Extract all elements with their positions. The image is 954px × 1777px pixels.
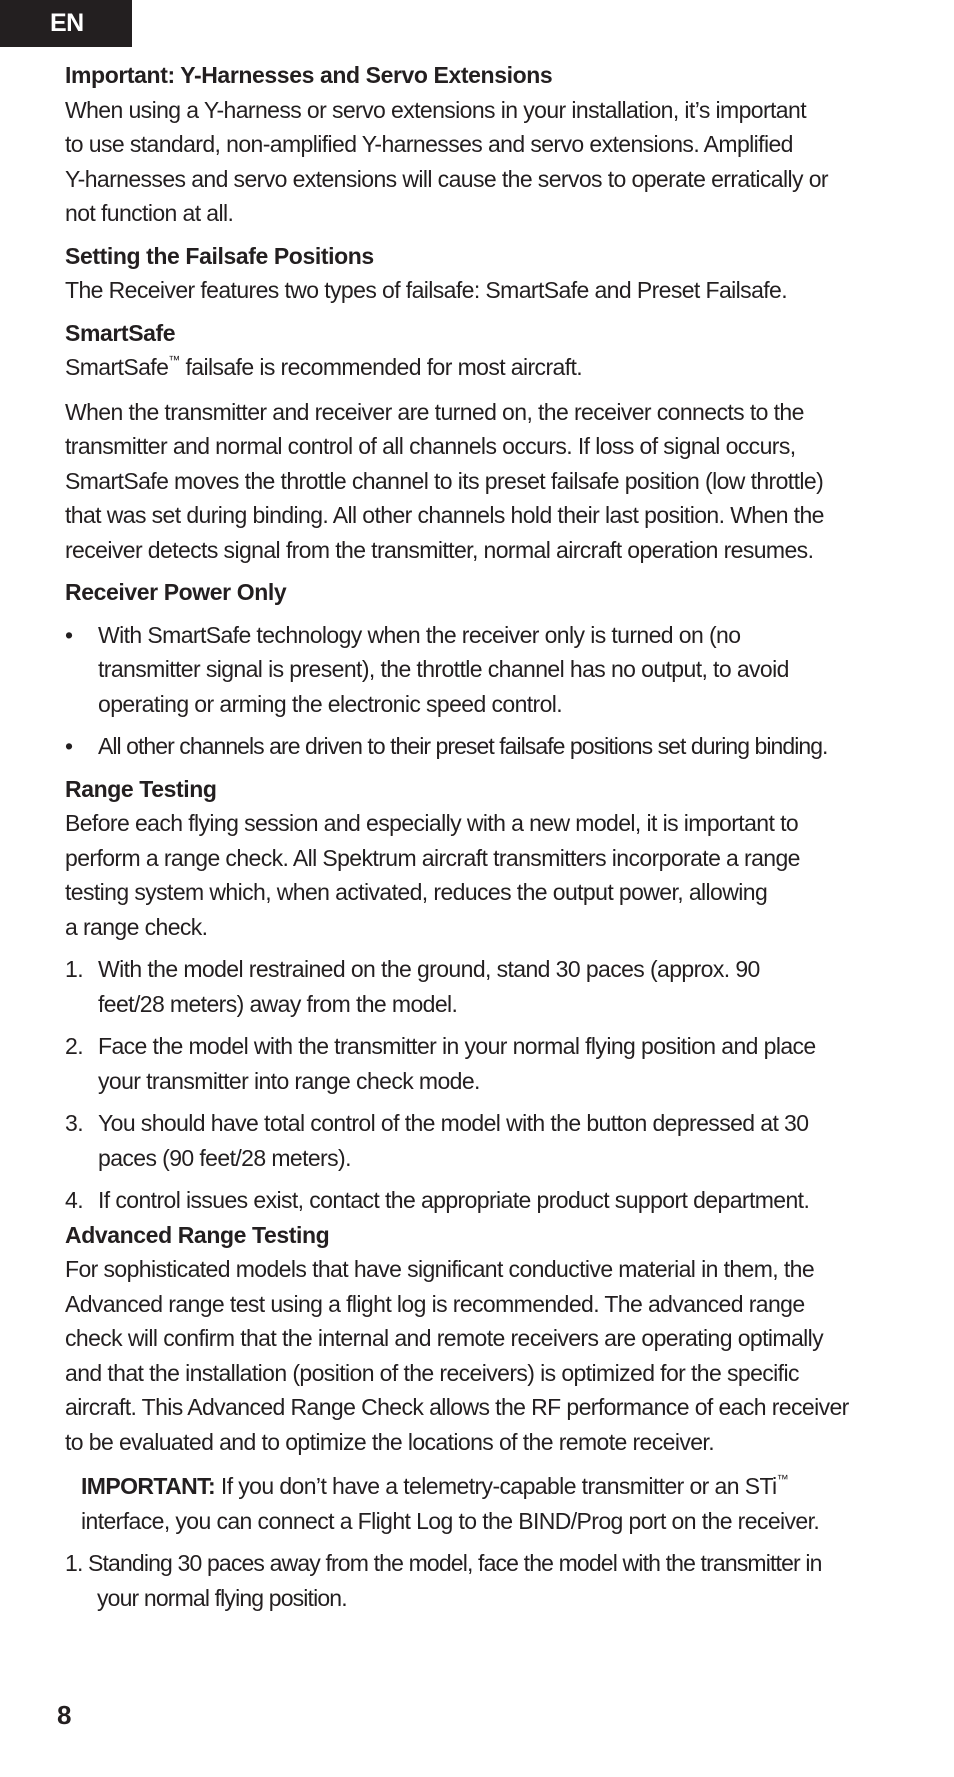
text-line: Y-harnesses and servo extensions will cause the servos to operate erratically or — [65, 165, 828, 192]
text-line: feet/28 meters) away from the model. — [98, 990, 458, 1017]
text-run: SmartSafe — [65, 354, 169, 380]
text-line: not function at all. — [65, 200, 234, 226]
numbered-step — [65, 1106, 885, 1175]
text-line: Face the model with the transmitter in your normal flying position and place — [98, 1033, 816, 1059]
important-note — [65, 1469, 885, 1538]
text-line: transmitter signal is present), the throttle channel has no output, to avoid — [98, 656, 789, 682]
paragraph-range-testing — [65, 806, 885, 944]
paragraph-smartsafe-body — [65, 395, 885, 568]
text-line: transmitter and normal control of all channels occurs. If loss of signal occurs, — [65, 433, 796, 459]
language-tab: EN — [0, 0, 132, 47]
text-line: For sophisticated models that have significant conductive material in them, the — [65, 1256, 815, 1282]
text-line — [81, 1469, 885, 1504]
text-line: paces (90 feet/28 meters). — [98, 1144, 351, 1171]
text-run: failsafe is recommended for most aircraft. — [179, 354, 583, 380]
step-number: 1. — [65, 1550, 83, 1576]
page-number: 8 — [57, 1700, 72, 1730]
step-number: 4. — [65, 1187, 83, 1213]
text-line: testing system which, when activated, reduces the output power, allowing — [65, 879, 768, 905]
numbered-step — [65, 1029, 885, 1098]
heading-range-testing: Range Testing — [65, 775, 217, 802]
heading-smartsafe: SmartSafe — [65, 319, 176, 346]
text-line: You should have total control of the model with the button depressed at 30 — [98, 1110, 809, 1136]
text-line: your normal flying position. — [97, 1584, 347, 1611]
step-number: 2. — [65, 1033, 83, 1059]
text-line: When using a Y-harness or servo extensions in your installation, it’s important — [65, 96, 806, 123]
text-line: All other channels are driven to their preset failsafe positions set during binding. — [98, 733, 828, 759]
paragraph-advanced-range-testing — [65, 1252, 885, 1459]
text-line: Advanced range test using a flight log is recommended. The advanced range — [65, 1290, 805, 1317]
paragraph-failsafe: The Receiver features two types of failsafe: SmartSafe and Preset Failsafe. — [65, 277, 788, 303]
text-line: SmartSafe moves the throttle channel to its preset failsafe position (low throttle) — [65, 467, 824, 494]
step-number: 3. — [65, 1110, 83, 1136]
text-line: With SmartSafe technology when the receiver only is turned on (no — [98, 621, 741, 648]
text-line: to use standard, non-amplified Y-harnesses and servo extensions. Amplified — [65, 131, 793, 157]
heading-y-harnesses: Important: Y-Harnesses and Servo Extensions — [65, 62, 553, 88]
text-line: interface, you can connect a Flight Log to the BIND/Prog port on the receiver. — [81, 1507, 820, 1534]
text-line: If control issues exist, contact the appropriate product support department. — [98, 1187, 810, 1213]
trademark-symbol: ™ — [776, 1472, 788, 1486]
text-line: When the transmitter and receiver are turned on, the receiver connects to the — [65, 398, 804, 425]
step-number: 1. — [65, 956, 83, 982]
paragraph-y-harnesses — [65, 93, 885, 231]
text-line: a range check. — [65, 913, 208, 940]
text-line: Standing 30 paces away from the model, face the model with the transmitter in — [88, 1550, 822, 1576]
heading-advanced-range-testing: Advanced Range Testing — [65, 1221, 330, 1248]
text-line: With the model restrained on the ground, stand 30 paces (approx. 90 — [98, 956, 760, 982]
text-line: and that the installation (position of the receivers) is optimized for the specific — [65, 1359, 799, 1386]
bullet-icon: • — [65, 733, 73, 759]
numbered-step — [65, 1183, 885, 1218]
heading-failsafe: Setting the Failsafe Positions — [65, 242, 374, 269]
text-line: to be evaluated and to optimize the locations of the remote receiver. — [65, 1428, 715, 1455]
trademark-symbol: ™ — [168, 353, 180, 367]
list-item — [65, 729, 885, 764]
text-line: check will confirm that the internal and remote receivers are operating optimally — [65, 1325, 824, 1351]
text-line: that was set during binding. All other channels hold their last position. When the — [65, 502, 824, 528]
text-line: aircraft. This Advanced Range Check allows the RF performance of each receiver — [65, 1394, 849, 1420]
text-run: If you don’t have a telemetry-capable transmitter or an STi — [215, 1473, 777, 1499]
text-line: your transmitter into range check mode. — [98, 1067, 480, 1094]
text-line: receiver detects signal from the transmitter, normal aircraft operation resumes. — [65, 536, 814, 563]
numbered-step — [65, 952, 885, 1021]
text-line: operating or arming the electronic speed control. — [98, 690, 563, 717]
text-line: Before each flying session and especially with a new model, it is important to — [65, 810, 799, 836]
important-label: IMPORTANT: — [81, 1473, 216, 1499]
text-line: perform a range check. All Spektrum aircraft transmitters incorporate a range — [65, 844, 800, 871]
list-item — [65, 618, 885, 722]
bullet-icon: • — [65, 621, 73, 648]
numbered-step — [65, 1546, 885, 1615]
paragraph-smartsafe-intro — [65, 350, 885, 385]
heading-receiver-power-only: Receiver Power Only — [65, 579, 287, 605]
page-content — [65, 58, 885, 1615]
